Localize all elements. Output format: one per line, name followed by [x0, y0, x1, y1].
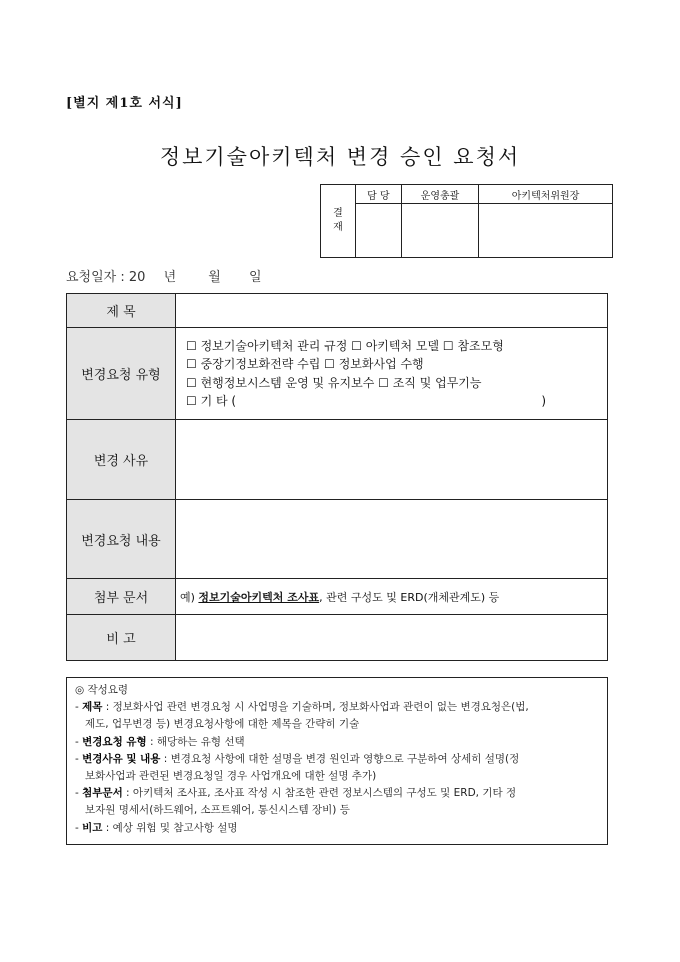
request-form-table — [66, 293, 608, 661]
other-option[interactable]: ☐ 기 타 ( — [186, 394, 237, 408]
guide-item-text: : 정보화사업 관련 변경요청 시 사업명을 기술하며, 정보화사업과 관련이 없는 변경요청은(법, — [102, 701, 529, 714]
remarks-label: 비 고 — [67, 615, 176, 661]
guide-heading: ◎ 작성요령 — [75, 684, 129, 696]
guide-item-text: : 예상 위험 및 참고사항 설명 — [102, 821, 238, 834]
guide-item: - 첨부문서 : 아키텍처 조사표, 조사표 작성 시 참조한 관련 정보시스템의 구성도 및 ERD, 기타 정 — [75, 787, 517, 800]
guide-item-cont: 제도, 업무변경 등) 변경요청사항에 대한 제목을 간략히 기술 — [85, 718, 360, 731]
approval-col-staff: 담 당 — [356, 185, 402, 204]
guide-item: - 제목 : 정보화사업 관련 변경요청 시 사업명을 기술하며, 정보화사업과 관련이 없는 변경요청은(법, — [75, 701, 529, 714]
guide-item-label: 제목 — [82, 701, 103, 714]
change-reason-label: 변경 사유 — [67, 420, 176, 500]
guide-item-text: : 해당하는 유형 선택 — [146, 735, 245, 748]
guide-item-text: : 변경요청 사항에 대한 설명을 변경 원인과 영향으로 구분하여 상세히 설명(정 — [160, 752, 520, 765]
change-type-line-1[interactable]: ☐ 정보기술아키텍처 관리 규정 ☐ 아키텍처 모델 ☐ 참조모형 — [186, 338, 504, 353]
change-type-options[interactable] — [176, 328, 608, 420]
attachment-strong: 정보기술아키텍처 조사표 — [198, 590, 320, 604]
attachments-field[interactable] — [176, 579, 608, 615]
request-date-label: 요청일자 : 20 — [66, 270, 146, 285]
other-option-close: ) — [541, 394, 546, 408]
guide-item: - 비고 : 예상 위험 및 참고사항 설명 — [75, 821, 238, 834]
guide-item-label: 비고 — [82, 821, 103, 834]
guide-item-label: 변경사유 및 내용 — [82, 752, 161, 765]
change-content-field[interactable] — [176, 500, 608, 579]
remarks-field[interactable] — [176, 615, 608, 661]
document-title: 정보기술아키텍처 변경 승인 요청서 — [159, 145, 521, 169]
guide-item-text: : 아키텍처 조사표, 조사표 작성 시 참조한 관련 정보시스템의 구성도 및 ERD, 기타 정 — [122, 787, 517, 800]
guide-item-cont: 보자원 명세서(하드웨어, 소프트웨어, 통신시스템 장비) 등 — [85, 804, 350, 817]
request-year-unit: 년 — [163, 270, 177, 285]
approval-col-ops: 운영총괄 — [401, 185, 478, 204]
attachment-prefix: 예) — [180, 590, 199, 604]
change-type-line-4[interactable] — [186, 392, 546, 411]
change-type-label: 변경요청 유형 — [67, 328, 176, 420]
approval-sign-chair[interactable] — [479, 204, 613, 258]
change-type-line-2[interactable]: ☐ 중장기정보화전략 수립 ☐ 정보화사업 수행 — [186, 357, 424, 371]
guide-item-label: 변경요청 유형 — [82, 735, 147, 748]
subject-label: 제 목 — [67, 294, 176, 328]
approval-box — [320, 184, 613, 258]
guide-item: - 변경요청 유형 : 해당하는 유형 선택 — [75, 735, 245, 748]
attachment-suffix: , 관련 구성도 및 ERD(개체관계도) 등 — [319, 590, 500, 604]
change-type-line-3[interactable]: ☐ 현행정보시스템 운영 및 유지보수 ☐ 조직 및 업무기능 — [186, 375, 482, 390]
guide-item: - 변경사유 및 내용 : 변경요청 사항에 대한 설명을 변경 원인과 영향으로 구분하여 상세히 설명(정 — [75, 752, 520, 765]
guide-item-label: 첨부문서 — [82, 787, 123, 800]
form-number: [별지 제1호 서식] — [66, 96, 183, 111]
request-month-unit: 월 — [208, 270, 221, 285]
change-reason-field[interactable] — [176, 420, 608, 500]
approval-col-chair: 아키텍처위원장 — [479, 185, 613, 204]
approval-sign-ops[interactable] — [401, 204, 478, 258]
change-content-label: 변경요청 내용 — [67, 500, 176, 579]
attachments-label: 첨부 문서 — [67, 579, 176, 615]
writing-guide — [66, 677, 608, 845]
guide-item-cont: 보화사업과 관련된 변경요청일 경우 사업개요에 대한 설명 추가) — [85, 770, 377, 783]
request-date — [66, 266, 262, 285]
approval-side-label: 결 재 — [321, 185, 356, 258]
subject-field[interactable] — [176, 294, 608, 328]
approval-sign-staff[interactable] — [356, 204, 402, 258]
request-day-unit: 일 — [248, 270, 262, 285]
